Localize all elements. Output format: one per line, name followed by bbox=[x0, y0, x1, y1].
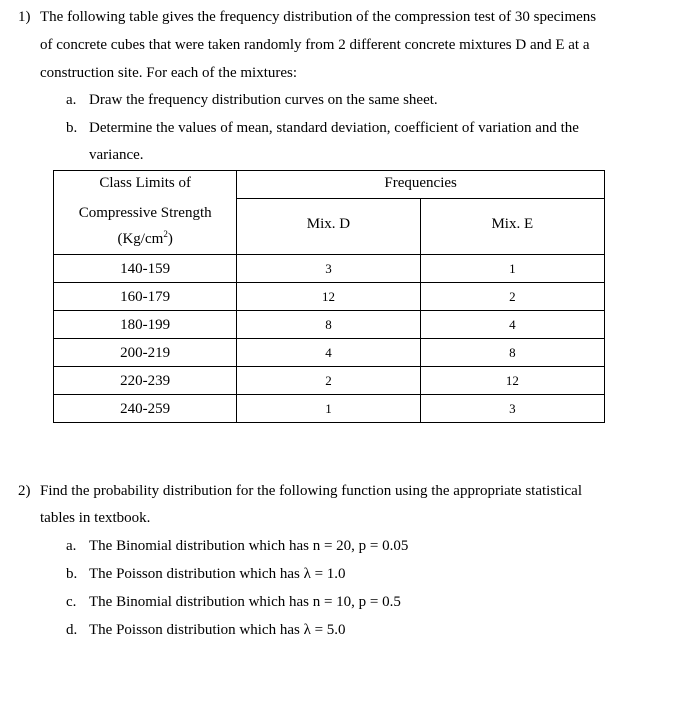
class-limits-header-line-2: Compressive Strength bbox=[78, 204, 212, 221]
table-row bbox=[54, 255, 605, 283]
class-limits-header-line-1: Class Limits of bbox=[54, 171, 237, 199]
question-1-line-3: construction site. For each of the mixtures: bbox=[40, 65, 298, 81]
mix-d-cell: 3 bbox=[237, 255, 420, 283]
question-2c-text: The Binomial distribution which has n = 10, p = 0.5 bbox=[89, 594, 401, 610]
table-row bbox=[54, 367, 605, 395]
question-2d-label: d. bbox=[66, 622, 78, 638]
question-1b-label: b. bbox=[66, 120, 78, 136]
question-2a-label: a. bbox=[66, 538, 77, 554]
question-2-line-1: Find the probability distribution for the following function using the appropriate statistical bbox=[40, 483, 582, 499]
mix-e-cell: 12 bbox=[420, 367, 604, 395]
mix-d-header: Mix. D bbox=[237, 199, 420, 255]
mix-e-cell: 2 bbox=[420, 283, 604, 311]
units-close: ) bbox=[167, 230, 173, 247]
units-exponent: 2 bbox=[163, 228, 168, 239]
question-1a-label: a. bbox=[66, 92, 77, 108]
question-2-line-2: tables in textbook. bbox=[40, 510, 151, 526]
question-1b-text-line-2: variance. bbox=[89, 147, 144, 163]
question-2c-label: c. bbox=[66, 594, 77, 610]
mix-d-cell: 4 bbox=[237, 339, 420, 367]
question-2d-text: The Poisson distribution which has λ = 5.0 bbox=[89, 622, 346, 638]
mix-e-cell: 4 bbox=[420, 311, 604, 339]
mix-d-cell: 8 bbox=[237, 311, 420, 339]
mix-e-cell: 8 bbox=[420, 339, 604, 367]
question-2b-text: The Poisson distribution which has λ = 1.0 bbox=[89, 566, 346, 582]
units-text: (Kg/cm bbox=[117, 230, 164, 247]
range-cell: 200-219 bbox=[54, 339, 237, 367]
mix-d-cell: 1 bbox=[237, 395, 420, 423]
mix-e-cell: 3 bbox=[420, 395, 604, 423]
range-cell: 140-159 bbox=[54, 255, 237, 283]
table-row bbox=[54, 395, 605, 423]
mix-d-cell: 2 bbox=[237, 367, 420, 395]
mix-e-cell: 1 bbox=[420, 255, 604, 283]
mix-e-header: Mix. E bbox=[420, 199, 604, 255]
question-1-line-1: The following table gives the frequency distribution of the compression test of 30 specimens bbox=[40, 9, 597, 25]
range-cell: 240-259 bbox=[54, 395, 237, 423]
range-cell: 160-179 bbox=[54, 283, 237, 311]
frequency-table bbox=[53, 170, 605, 423]
frequencies-header: Frequencies bbox=[237, 171, 605, 199]
question-1-number: 1) bbox=[18, 9, 31, 25]
question-2a-text: The Binomial distribution which has n = 20, p = 0.05 bbox=[89, 538, 409, 554]
table-row bbox=[54, 311, 605, 339]
class-limits-header-line-3 bbox=[54, 226, 236, 252]
question-2b-label: b. bbox=[66, 566, 78, 582]
table-row bbox=[54, 283, 605, 311]
class-limits-header-cell bbox=[54, 199, 237, 255]
question-1-line-2: of concrete cubes that were taken randomly from 2 different concrete mixtures D and E at a bbox=[40, 37, 590, 53]
range-cell: 220-239 bbox=[54, 367, 237, 395]
table-row bbox=[54, 339, 605, 367]
question-1b-text-line-1: Determine the values of mean, standard deviation, coefficient of variation and the bbox=[89, 120, 579, 136]
mix-d-cell: 12 bbox=[237, 283, 420, 311]
question-2-number: 2) bbox=[18, 483, 31, 499]
range-cell: 180-199 bbox=[54, 311, 237, 339]
question-1a-text: Draw the frequency distribution curves on the same sheet. bbox=[89, 92, 438, 108]
